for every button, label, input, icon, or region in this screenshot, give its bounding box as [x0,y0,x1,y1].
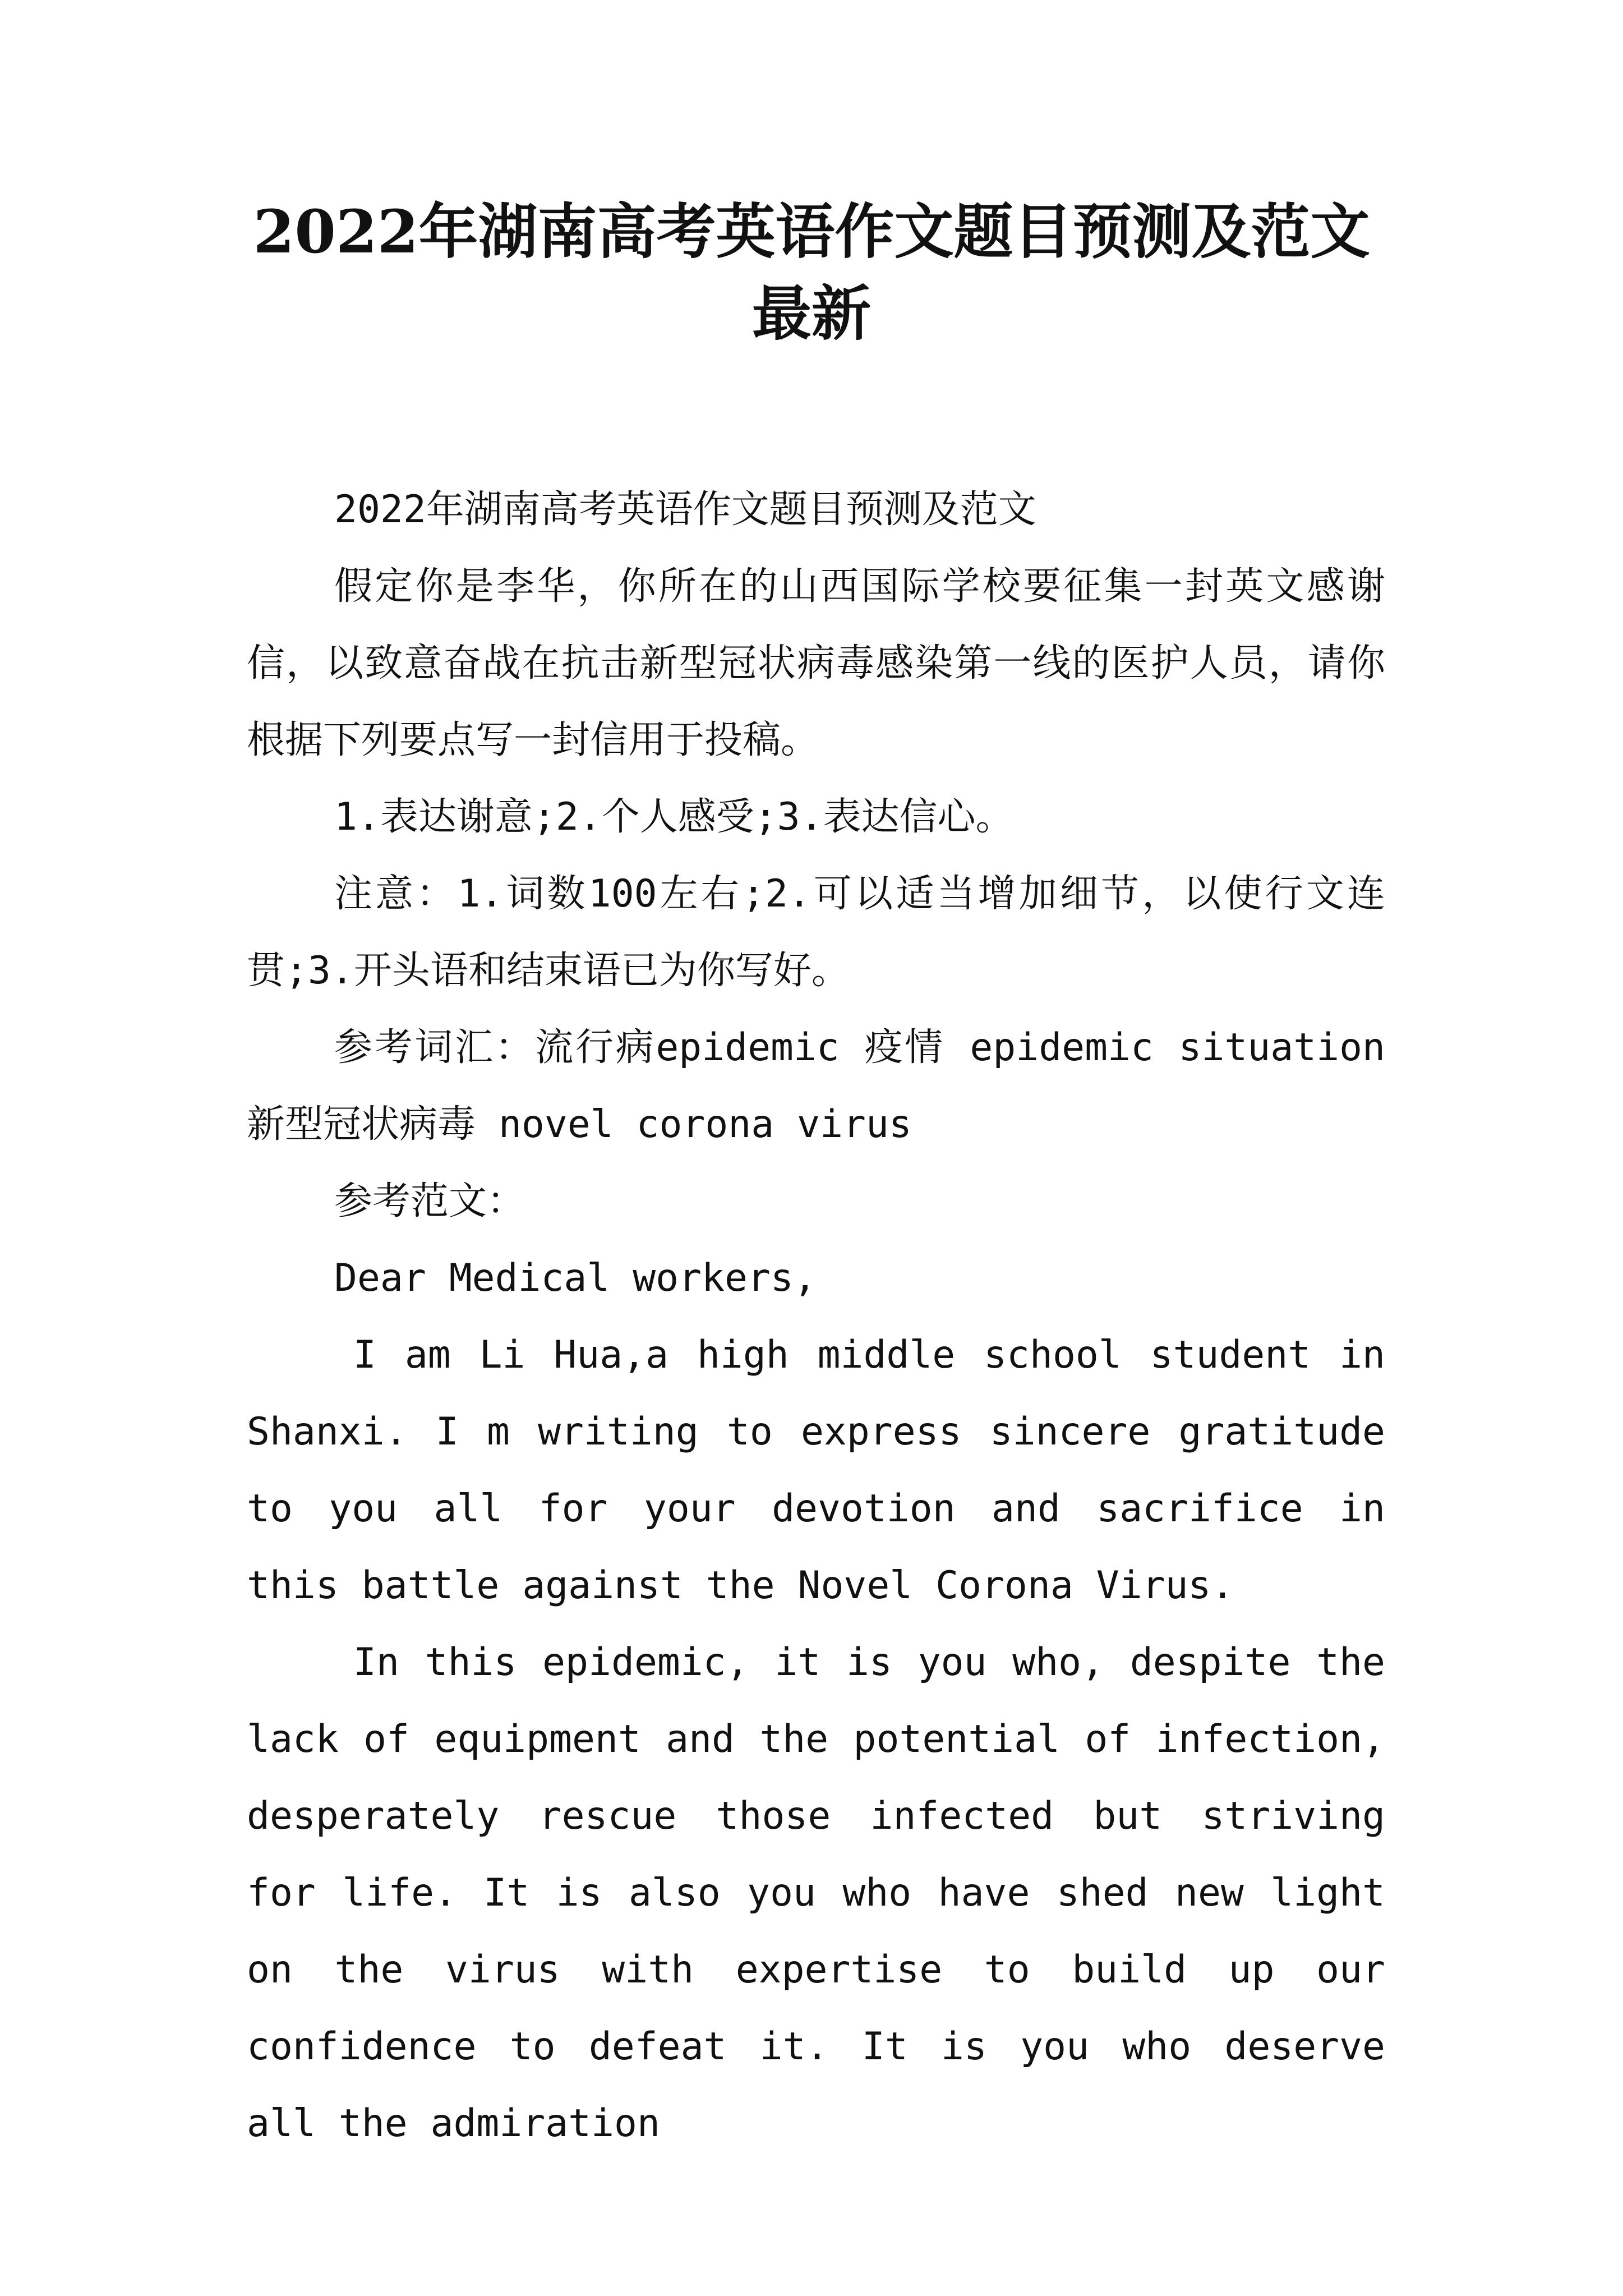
prompt-paragraph: 假定你是李华，你所在的山西国际学校要征集一封英文感谢信，以致意奋战在抗击新型冠状病毒感染第一线的医护人员，请你根据下列要点写一封信用于投稿。 [247,564,1385,762]
notes-paragraph: 注意：1.词数100左右;2.可以适当增加细节，以使行文连贯;3.开头语和结束语已为你写好。 [247,872,1385,993]
document-body [247,471,1385,2162]
sample-heading: 参考范文： [334,1179,525,1223]
points-paragraph: 1.表达谢意;2.个人感受;3.表达信心。 [334,795,1014,839]
title-line-2: 最新 [752,278,871,348]
vocabulary-paragraph: 参考词汇：流行病epidemic 疫情 epidemic situation 新型冠状病毒 novel corona virus [247,1025,1385,1147]
letter-paragraph-1: I am Li Hua,a high middle school student in Shanxi. I m writing to express sincere gratitude to you all for your devotion and sacrifice in this battle against the Novel Corona Virus. [247,1333,1385,1608]
document-title [168,191,1455,355]
subtitle-paragraph: 2022年湖南高考英语作文题目预测及范文 [334,487,1036,532]
salutation: Dear Medical workers, [334,1256,817,1300]
title-line-1: 2022年湖南高考英语作文题目预测及范文 [253,196,1370,266]
letter-paragraph-2: In this epidemic, it is you who, despite the lack of equipment and the potential of infection, desperately rescue those infected but striving for life. It is also you who have shed new light on the virus with expertise to build up our confidence to defeat it. It is you who deserve all the admiration [247,1640,1385,2146]
